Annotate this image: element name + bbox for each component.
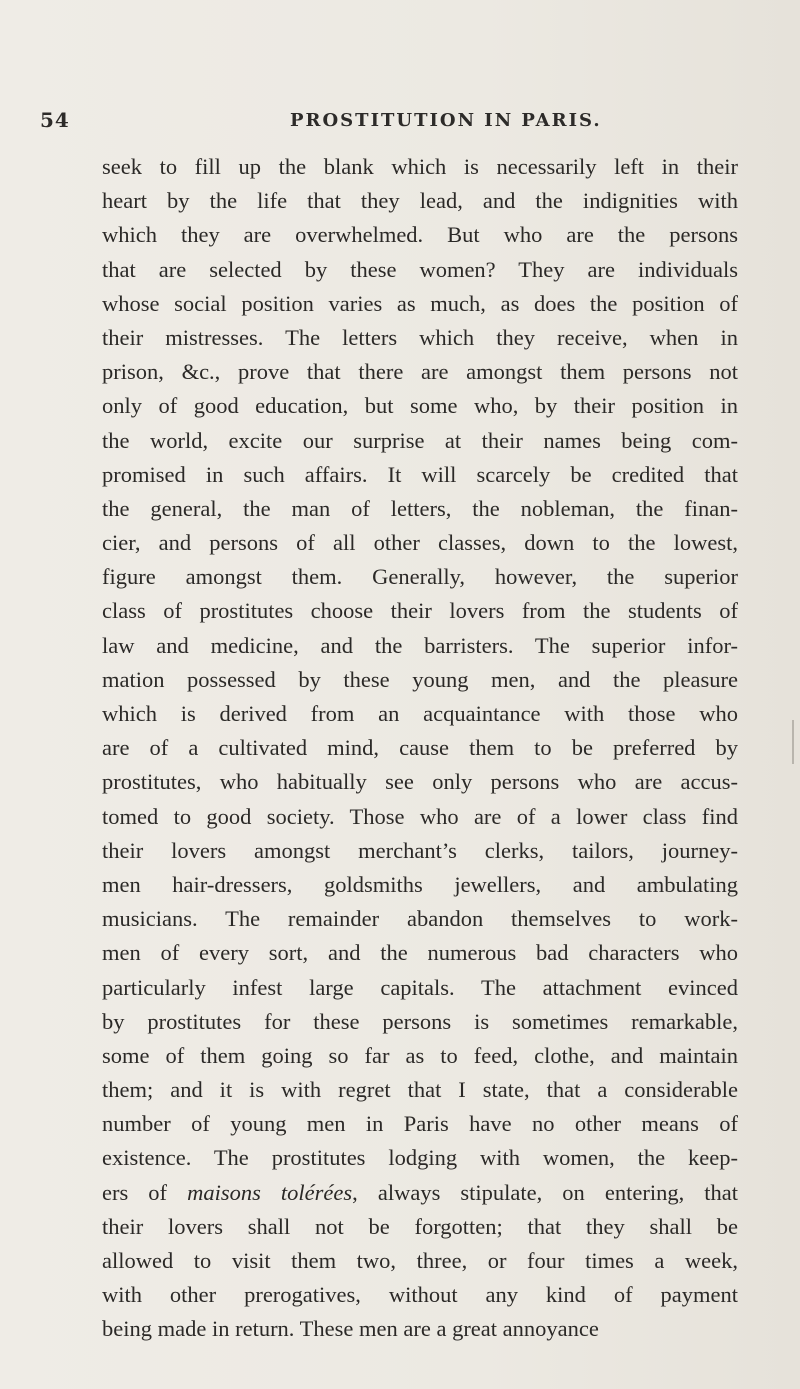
page-edge-mark [792, 720, 794, 764]
running-head [40, 108, 760, 142]
text-line: the general, the man of letters, the nobleman, the finan- [102, 495, 738, 521]
text-line: their mistresses. The letters which they receive, when in [102, 324, 738, 350]
italic-phrase: maisons tolérées [187, 1179, 353, 1205]
text-line: musicians. The remainder abandon themselves to work- [102, 906, 738, 932]
page-number: 54 [40, 108, 70, 132]
text-line: by prostitutes for these persons is sometimes remarkable, [102, 1008, 738, 1034]
text-line: are of a cultivated mind, cause them to be preferred by [102, 735, 738, 761]
text-line: allowed to visit them two, three, or four times a week, [102, 1248, 738, 1273]
text-line: cier, and persons of all other classes, down to the lowest, [102, 530, 738, 556]
text-line-with-italic [102, 1176, 738, 1210]
text-line: some of them going so far as to feed, clothe, and maintain [102, 1042, 738, 1068]
text-line: law and medicine, and the barristers. The superior infor- [102, 632, 738, 658]
text-line: class of prostitutes choose their lovers from the students of [102, 598, 738, 624]
text-line: tomed to good society. Those who are of a lower class find [102, 803, 738, 829]
text-line: which they are overwhelmed. But who are the persons [102, 222, 738, 248]
text-line: existence. The prostitutes lodging with women, the keep- [102, 1145, 738, 1171]
text-line: mation possessed by these young men, and the pleasure [102, 666, 738, 692]
text-line: seek to fill up the blank which is necessarily left in their [102, 154, 738, 179]
text-line: only of good education, but some who, by their position in [102, 393, 738, 419]
text-line: prostitutes, who habitually see only persons who are accus- [102, 769, 738, 795]
text-segment: ers of [102, 1179, 188, 1205]
text-line: their lovers amongst merchant’s clerks, tailors, journey- [102, 837, 738, 863]
text-line: particularly infest large capitals. The attachment evinced [102, 974, 738, 1000]
text-line: being made in return. These men are a great annoyance [102, 1316, 599, 1342]
text-line: the world, excite our surprise at their names being com- [102, 427, 738, 453]
text-line: with other prerogatives, without any kind of payment [102, 1282, 738, 1308]
text-line: that are selected by these women? They are individuals [102, 256, 738, 282]
text-segment: , always stipulate, on entering, that [352, 1179, 738, 1205]
text-line: whose social position varies as much, as does the position of [102, 290, 738, 316]
text-line: figure amongst them. Generally, however, the superior [102, 564, 738, 590]
text-line: men of every sort, and the numerous bad characters who [102, 940, 738, 966]
running-title: PROSTITUTION IN PARIS. [290, 110, 602, 131]
text-line: promised in such affairs. It will scarcely be credited that [102, 461, 738, 487]
text-line: men hair-dressers, goldsmiths jewellers, and ambulating [102, 871, 738, 897]
text-line: them; and it is with regret that I state, that a considerable [102, 1077, 738, 1103]
text-line: heart by the life that they lead, and the indignities with [102, 188, 738, 214]
text-line: number of young men in Paris have no other means of [102, 1111, 738, 1137]
text-line: prison, &c., prove that there are amongst them persons not [102, 359, 738, 385]
text-line: their lovers shall not be forgotten; that they shall be [102, 1213, 738, 1239]
text-line: which is derived from an acquaintance with those who [102, 701, 738, 726]
body-text [102, 150, 738, 1347]
